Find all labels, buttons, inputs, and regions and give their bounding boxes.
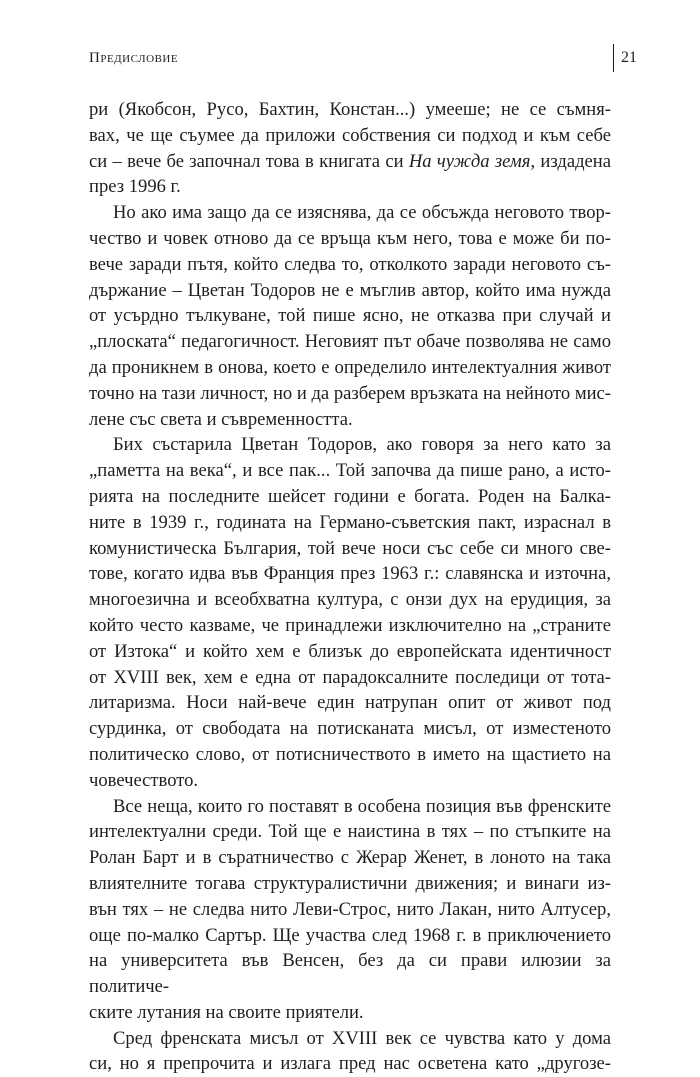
text-line: от XVIII век, хем е една от парадоксалните последици от тота- (89, 666, 611, 688)
text-line: който често казваме, че принадлежи изключително на „страните (89, 614, 611, 636)
text-line: влиятелните тогава структуралистични движения; и винаги из- (89, 872, 611, 894)
text-line: от Изтока“ и който хем е близък до европейската идентичност (89, 640, 611, 662)
text-line: политическо слово, от потисничеството в името на щастието на (89, 743, 611, 765)
text-line: точно на тази личност, но и да разберем връзката на нейното мис- (89, 382, 611, 404)
text-line: сурдинка, от свободата на потисканата мисъл, от изместеното (89, 718, 611, 740)
text-line: рията на последните шейсет години е богата. Роден на Балка- (89, 485, 611, 507)
text-line: ри (Якобсон, Русо, Бахтин, Констан...) умееше; не се съмня- (89, 99, 611, 120)
text-line: многоезична и всеобхватна култура, с онзи дух на ерудиция, за (89, 589, 611, 611)
text-line: чество и човек отново да се връща към него, това е може би по- (89, 227, 611, 249)
text-line: Ролан Барт и в съратничество с Жерар Женет, в лоното на така (89, 847, 611, 869)
text-line: вече заради пътя, който следва то, отколкото заради неговото съ- (89, 253, 611, 275)
text-line: „плоската“ педагогичност. Неговият път обаче позволява не само (89, 331, 611, 353)
text-line: тове, когато идва във Франция през 1963 г.: славянска и източна, (89, 563, 611, 585)
text-line: Все неща, които го поставят в особена позиция във френските (113, 795, 611, 817)
running-head: Предисловие (89, 50, 179, 66)
text-line: Бих състарила Цветан Тодоров, ако говоря за него като за (113, 434, 611, 456)
paragraph-4 (89, 794, 611, 1026)
text-line: държание – Цветан Тодоров не е мъглив автор, който има нужда (89, 279, 611, 301)
text-line: през 1996 г. (89, 176, 181, 198)
book-title: На чужда земя (408, 150, 531, 172)
text-line: още по-малко Сартър. Ще участва след 1968 г. в приключението (89, 924, 611, 946)
text-line: „паметта на века“, и все пак... Той започва да пише рано, а исто- (89, 460, 611, 482)
text-line: Сред френската мисъл от XVIII век се чувства като у дома (113, 1027, 611, 1049)
paragraph-5 (89, 1026, 611, 1077)
page-number: 21 (621, 49, 637, 66)
text-line: да проникнем в онова, което е определило интелектуалния живот (89, 356, 611, 378)
text-line: си, но я препрочита и излага пред нас осветена като „другозе- (89, 1053, 611, 1075)
text-fragment: си – вече бе започнал това в книгата си (89, 150, 409, 172)
text-line: комунистическа България, той вече носи със себе си много све- (89, 537, 611, 559)
text-line: вах, че ще съумее да приложи собствения си подход и към себе (89, 124, 611, 146)
text-line (89, 149, 611, 175)
text-line: ните в 1939 г., годината на Германо-съветския пакт, израснал в (89, 511, 611, 533)
text-line: литаризма. Носи най-вече един натрупан опит от живот под (89, 692, 611, 714)
text-line: от усърдно тълкуване, той пише ясно, не отказва при случай и (89, 305, 611, 327)
paragraph-3 (89, 432, 611, 793)
header-rule (613, 44, 614, 72)
text-line: Но ако има защо да се изяснява, да се обсъжда неговото твор- (113, 202, 611, 224)
text-line: лене със света и съвременността. (89, 408, 353, 430)
text-line: ските лутания на своите приятели. (89, 1001, 364, 1023)
text-line: човечеството. (89, 769, 199, 791)
text-line: на университета във Венсен, без да си прави илюзии за политиче- (89, 950, 611, 998)
paragraph-2 (89, 200, 611, 432)
text-line: интелектуални среди. Той ще е наистина в тях – по стъпките на (89, 821, 611, 843)
page-number-block (613, 44, 637, 72)
text-line: вън тях – не следва нито Леви-Строс, нито Лакан, нито Алтусер, (89, 898, 611, 920)
body-text (89, 97, 611, 1077)
text-fragment: , издадена (530, 150, 612, 172)
